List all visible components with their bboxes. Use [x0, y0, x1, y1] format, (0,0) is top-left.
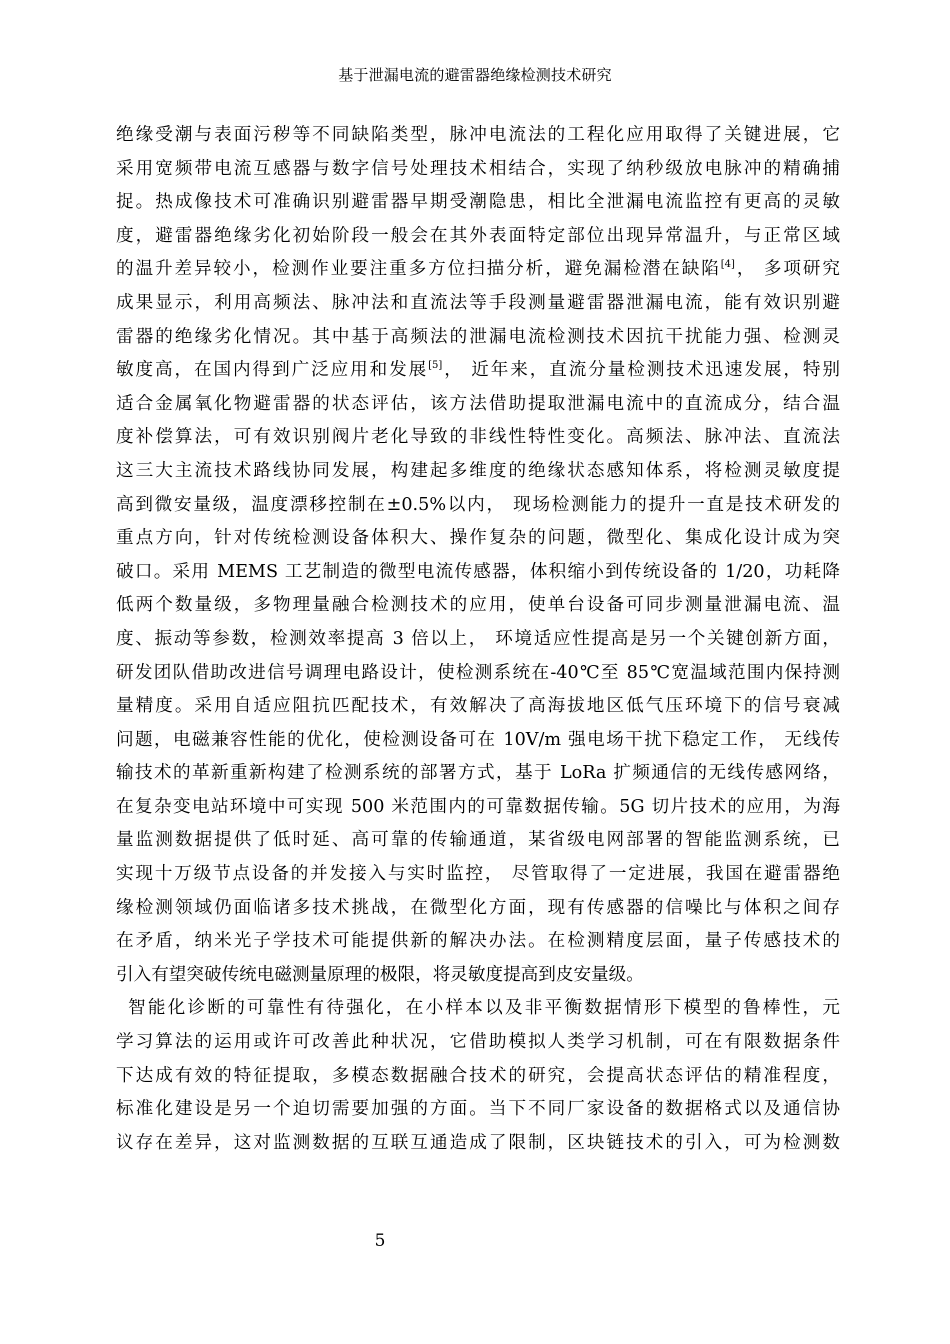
text-segment: ， 近年来，直流分量检测技术迅速发展，特别: [442, 360, 840, 381]
text-line: 标准化建设是另一个迫切需要加强的方面。当下不同厂家设备的数据格式以及通信协: [116, 1099, 840, 1120]
text-segment: 的温升差异较小，检测作业要注重多方位扫描分析，避免漏检潜在缺陷: [116, 259, 721, 280]
citation-ref[interactable]: [4]: [720, 259, 735, 271]
running-header: 基于泄漏电流的避雷器绝缘检测技术研究: [338, 66, 612, 84]
text-line: 这三大主流技术路线协同发展，构建起多维度的绝缘状态感知体系，将检测灵敏度提: [116, 460, 840, 481]
text-line: 智能化诊断的可靠性有待强化，在小样本以及非平衡数据情形下模型的鲁棒性，元: [128, 998, 840, 1019]
text-line: 问题，电磁兼容性能的优化，使检测设备可在 10V/m 强电场干扰下稳定工作， 无线传: [116, 729, 840, 750]
page-number: 5: [374, 1231, 386, 1251]
text-line: 量监测数据提供了低时延、高可靠的传输通道，某省级电网部署的智能监测系统，已: [116, 830, 840, 851]
text-line: [116, 253, 840, 287]
text-line: 采用宽频带电流互感器与数字信号处理技术相结合，实现了纳秒级放电脉冲的精确捕: [116, 158, 840, 179]
text-line: 低两个数量级，多物理量融合检测技术的应用，使单台设备可同步测量泄漏电流、温: [116, 595, 840, 616]
paragraph: [116, 992, 840, 1160]
text-line: 缘检测领域仍面临诸多技术挑战，在微型化方面，现有传感器的信噪比与体积之间存: [116, 897, 840, 918]
text-line: 破口。采用 MEMS 工艺制造的微型电流传感器，体积缩小到传统设备的 1/20，功耗降: [116, 561, 840, 582]
text-line: 成果显示，利用高频法、脉冲法和直流法等手段测量避雷器泄漏电流，能有效识别避: [116, 292, 840, 313]
text-line: 在矛盾，纳米光子学技术可能提供新的解决办法。在检测精度层面，量子传感技术的: [116, 931, 840, 952]
text-line: 雷器的绝缘劣化情况。其中基于高频法的泄漏电流检测技术因抗干扰能力强、检测灵: [116, 326, 840, 347]
text-line: 引入有望突破传统电磁测量原理的极限，将灵敏度提高到皮安量级。: [116, 964, 644, 985]
text-line: 实现十万级节点设备的并发接入与实时监控， 尽管取得了一定进展，我国在避雷器绝: [116, 864, 840, 885]
text-line: 度、振动等参数，检测效率提高 3 倍以上， 环境适应性提高是另一个关键创新方面，: [116, 628, 840, 649]
citation-ref[interactable]: [5]: [428, 360, 443, 372]
text-line: 下达成有效的特征提取，多模态数据融合技术的研究，会提高状态评估的精准程度，: [116, 1065, 840, 1086]
text-line: 重点方向，针对传统检测设备体积大、操作复杂的问题，微型化、集成化设计成为突: [116, 528, 840, 549]
text-line: 高到微安量级，温度漂移控制在±0.5%以内， 现场检测能力的提升一直是技术研发的: [116, 494, 840, 515]
text-line: 输技术的革新重新构建了检测系统的部署方式，基于 LoRa 扩频通信的无线传感网络，: [116, 763, 840, 784]
text-line: 在复杂变电站环境中可实现 500 米范围内的可靠数据传输。5G 切片技术的应用，为海: [116, 796, 840, 817]
text-segment: ， 多项研究: [734, 259, 840, 280]
text-line: 量精度。采用自适应阻抗匹配技术，有效解决了高海拔地区低气压环境下的信号衰减: [116, 696, 840, 717]
text-line: 捉。热成像技术可准确识别避雷器早期受潮隐患，相比全泄漏电流监控有更高的灵敏: [116, 192, 840, 213]
text-line: 适合金属氧化物避雷器的状态评估，该方法借助提取泄漏电流中的直流成分，结合温: [116, 393, 840, 414]
text-line: [116, 354, 840, 388]
text-segment: 敏度高，在国内得到广泛应用和发展: [116, 360, 429, 381]
paragraph: [116, 119, 840, 992]
body-text: [116, 119, 840, 1160]
text-line: 议存在差异，这对监测数据的互联互通造成了限制，区块链技术的引入，可为检测数: [116, 1132, 840, 1153]
text-line: 度补偿算法，可有效识别阀片老化导致的非线性特性变化。高频法、脉冲法、直流法: [116, 427, 840, 448]
text-line: 研发团队借助改进信号调理电路设计，使检测系统在-40℃至 85℃宽温域范围内保持测: [116, 662, 840, 683]
text-line: 绝缘受潮与表面污秽等不同缺陷类型，脉冲电流法的工程化应用取得了关键进展，它: [116, 125, 840, 145]
text-line: 学习算法的运用或许可改善此种状况，它借助模拟人类学习机制，可在有限数据条件: [116, 1032, 840, 1053]
text-line: 度，避雷器绝缘劣化初始阶段一般会在其外表面特定部位出现异常温升，与正常区域: [116, 225, 840, 246]
